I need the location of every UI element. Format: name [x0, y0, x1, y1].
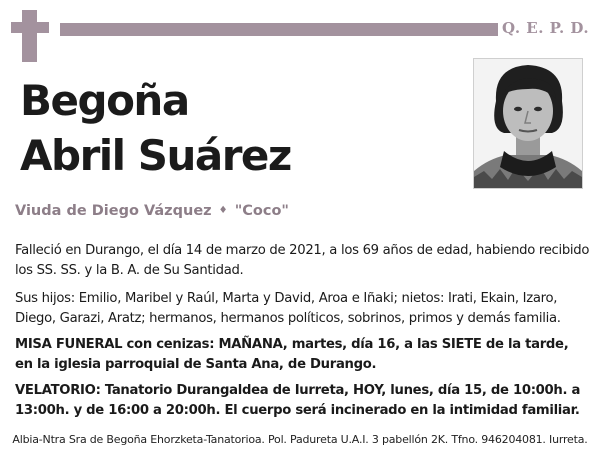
qepd-label: Q. E. P. D. — [502, 19, 590, 37]
portrait-icon — [474, 59, 582, 188]
portrait-photo — [473, 58, 583, 189]
cross-icon-vertical — [22, 10, 37, 62]
subtitle — [15, 203, 289, 219]
funeral-mass-paragraph: MISA FUNERAL con cenizas: MAÑANA, martes, día 16, a las SIETE de la tarde, en la iglesia parroquial de Santa Ana, de Durango. — [15, 337, 569, 372]
funeral-home-footer: Albia-Ntra Sra de Begoña Ehorzketa-Tanatorioa. Pol. Padureta U.A.I. 3 pabellón 2K. Tfno. 946204081. Iurreta. — [0, 430, 600, 454]
widow-of-text: Viuda de Diego Vázquez — [15, 203, 212, 219]
deceased-surnames: Abril Suárez — [20, 131, 291, 180]
deceased-first-name: Begoña — [20, 76, 189, 125]
header-bar — [60, 23, 498, 36]
cross-icon-horizontal — [11, 22, 49, 33]
nickname-text: "Coco" — [234, 203, 289, 219]
diamond-separator-icon: ♦ — [218, 205, 228, 216]
death-notice-paragraph: Falleció en Durango, el día 14 de marzo de 2021, a los 69 años de edad, habiendo recibido los SS. SS. y la B. A. de Su Santidad. — [15, 243, 590, 278]
family-paragraph: Sus hijos: Emilio, Maribel y Raúl, Marta y David, Aroa e Iñaki; nietos: Irati, Ekain, Izaro, Diego, Garazi, Aratz; hermanos, hermanos políticos, sobrinos, primos y demás familia. — [15, 291, 561, 326]
wake-paragraph: VELATORIO: Tanatorio Durangaldea de Iurreta, HOY, lunes, día 15, de 10:00h. a 13:00h. y de 16:00 a 20:00h. El cuerpo será incinerado en la intimidad familiar. — [15, 383, 581, 418]
